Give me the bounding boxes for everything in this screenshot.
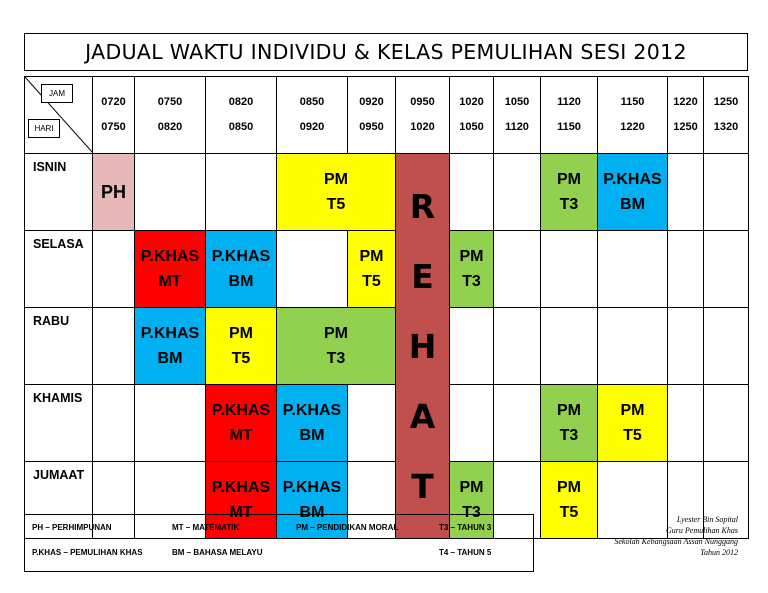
time-slot-header (668, 77, 704, 154)
day-row (25, 308, 749, 385)
slot-end: 1150 (557, 121, 581, 133)
day-label: JUMAAT (25, 462, 93, 539)
corner-cell (25, 77, 93, 154)
time-slot-header (206, 77, 277, 154)
slot-end: 0850 (228, 121, 254, 133)
empty-cell (135, 154, 206, 231)
header-row (25, 77, 749, 154)
legend-ph: PH – PERHIMPUNAN (32, 523, 112, 532)
slot-end: 1220 (620, 121, 645, 133)
rehat-letter: A (409, 396, 436, 436)
empty-cell (598, 308, 668, 385)
time-slot-header (598, 77, 668, 154)
slot-end: 1020 (410, 121, 435, 133)
class-cell (206, 385, 277, 462)
empty-cell (494, 308, 541, 385)
class-cell (277, 154, 396, 231)
subject-label: PM (459, 479, 484, 496)
rehat-break-cell (396, 154, 450, 539)
empty-cell (494, 231, 541, 308)
slot-end: 1250 (673, 121, 698, 133)
slot-start: 0850 (299, 96, 325, 108)
class-cell (541, 385, 598, 462)
day-row (25, 154, 749, 231)
empty-cell (135, 385, 206, 462)
subject-label: PM (557, 479, 581, 496)
slot-start: 0950 (410, 96, 435, 108)
slot-end: 1320 (713, 121, 739, 133)
slot-start: 1220 (673, 96, 698, 108)
empty-cell (668, 308, 704, 385)
class-cell (93, 154, 135, 231)
time-slot-header (277, 77, 348, 154)
empty-cell (541, 308, 598, 385)
jam-label: JAM (41, 84, 73, 103)
legend (24, 514, 534, 572)
subject-label: P.KHAS (140, 248, 200, 265)
empty-cell (668, 385, 704, 462)
subject-label: PM (229, 325, 253, 342)
time-slot-header (541, 77, 598, 154)
empty-cell (494, 154, 541, 231)
subject-label: PM (324, 171, 348, 188)
signature-name: Lyester Bin Sopital (676, 515, 738, 524)
signature-school: Sekolah Kebangsaan Assan Nunggang (614, 537, 738, 546)
empty-cell (668, 231, 704, 308)
class-label: MT (229, 504, 253, 521)
slot-start: 0920 (359, 96, 384, 108)
time-slot-header (494, 77, 541, 154)
slot-start: 1120 (557, 96, 581, 108)
empty-cell (450, 385, 494, 462)
subject-label: P.KHAS (282, 402, 342, 419)
class-label: T3 (559, 427, 579, 444)
empty-cell (450, 154, 494, 231)
rehat-letter: E (411, 256, 434, 296)
empty-cell (277, 231, 348, 308)
legend-pm: PM – PENDIDIKAN MORAL (296, 523, 399, 532)
legend-pkhas: P.KHAS – PEMULIHAN KHAS (32, 548, 143, 557)
subject-label: PM (459, 248, 484, 265)
class-label: T5 (362, 273, 381, 290)
class-label: T5 (326, 196, 346, 213)
day-row (25, 231, 749, 308)
class-label: T5 (623, 427, 642, 444)
signature-block (614, 514, 738, 558)
class-label: BM (299, 504, 325, 521)
rehat-letter: T (411, 466, 434, 506)
legend-t4: T4 – TAHUN 5 (439, 548, 492, 557)
slot-start: 1250 (713, 96, 739, 108)
time-slot-header (450, 77, 494, 154)
subject-label: P.KHAS (211, 248, 271, 265)
signature-role: Guru Pemulihan Khas (666, 526, 738, 535)
empty-cell (704, 154, 749, 231)
empty-cell (494, 385, 541, 462)
class-cell (277, 308, 396, 385)
time-slot-header (135, 77, 206, 154)
slot-end: 1120 (505, 121, 529, 133)
class-label: BM (299, 427, 325, 444)
subject-label: P.KHAS (603, 171, 662, 188)
slot-end: 0920 (299, 121, 325, 133)
class-cell (348, 231, 396, 308)
empty-cell (704, 308, 749, 385)
class-cell (277, 385, 348, 462)
slot-end: 0750 (101, 121, 126, 133)
empty-cell (93, 385, 135, 462)
slot-start: 0750 (157, 96, 183, 108)
slot-start: 0820 (228, 96, 254, 108)
class-cell (206, 308, 277, 385)
class-label: MT (229, 427, 253, 444)
class-cell (541, 462, 598, 539)
empty-cell (704, 231, 749, 308)
title-box (24, 33, 748, 71)
class-cell (135, 308, 206, 385)
rehat-letter: R (409, 186, 436, 226)
class-cell (598, 385, 668, 462)
empty-cell (93, 308, 135, 385)
legend-t3: T3 – TAHUN 3 (439, 523, 492, 532)
empty-cell (450, 308, 494, 385)
empty-cell (348, 385, 396, 462)
slot-end: 1050 (459, 121, 484, 133)
class-cell (135, 231, 206, 308)
rehat-letter: H (408, 326, 437, 366)
class-cell (206, 231, 277, 308)
hari-label: HARI (28, 119, 60, 138)
class-label: T3 (462, 273, 481, 290)
day-row (25, 385, 749, 462)
time-slot-header (704, 77, 749, 154)
class-cell (598, 154, 668, 231)
class-label: MT (158, 273, 182, 290)
empty-cell (93, 231, 135, 308)
subject-label: P.KHAS (282, 479, 342, 496)
subject-label: P.KHAS (211, 402, 271, 419)
class-label: T3 (462, 504, 481, 521)
class-label: T3 (326, 350, 346, 367)
empty-cell (668, 154, 704, 231)
empty-cell (704, 385, 749, 462)
class-label: BM (620, 196, 645, 213)
empty-cell (598, 231, 668, 308)
day-label: ISNIN (25, 154, 93, 231)
class-cell (541, 154, 598, 231)
empty-cell (206, 154, 277, 231)
subject-label: PM (359, 248, 384, 265)
page-title: JADUAL WAKTU INDIVIDU & KELAS PEMULIHAN SESI 2012 (85, 40, 687, 64)
subject-label: P.KHAS (211, 479, 271, 496)
class-cell (450, 231, 494, 308)
class-label: T5 (559, 504, 579, 521)
slot-start: 0720 (101, 96, 126, 108)
class-label: BM (157, 350, 183, 367)
subject-label: PM (557, 402, 581, 419)
timetable-grid (24, 76, 749, 539)
subject-label: PM (620, 402, 645, 419)
empty-cell (541, 231, 598, 308)
legend-bm: BM – BAHASA MELAYU (172, 548, 263, 557)
day-label: KHAMIS (25, 385, 93, 462)
time-slot-header (93, 77, 135, 154)
class-label: BM (228, 273, 254, 290)
class-label: T3 (559, 196, 579, 213)
slot-start: 1150 (620, 96, 645, 108)
signature-year: Tahun 2012 (700, 548, 738, 557)
slot-end: 0820 (157, 121, 183, 133)
day-label: SELASA (25, 231, 93, 308)
subject-label: PM (557, 171, 581, 188)
time-slot-header (396, 77, 450, 154)
subject-label: PM (324, 325, 348, 342)
time-slot-header (348, 77, 396, 154)
slot-start: 1020 (459, 96, 484, 108)
legend-mt: MT – MATEMATIK (172, 523, 240, 532)
slot-end: 0950 (359, 121, 384, 133)
class-label: T5 (231, 350, 251, 367)
slot-start: 1050 (504, 96, 530, 108)
subject-label: PH (100, 181, 126, 202)
subject-label: P.KHAS (140, 325, 200, 342)
day-label: RABU (25, 308, 93, 385)
